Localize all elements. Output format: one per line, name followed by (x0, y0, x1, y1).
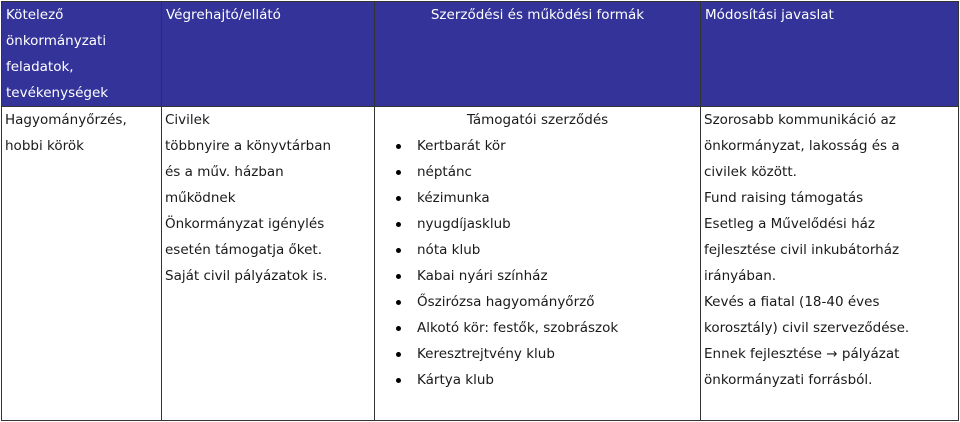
list-item: Kártya klub (375, 367, 700, 393)
list-item: Őszirózsa hagyományőrző (375, 289, 700, 315)
cell-feladat: Hagyományőrzés, hobbi körök (2, 107, 162, 421)
list-item: kézimunka (375, 185, 700, 211)
feladat-table (1, 1, 959, 421)
header-szerzodesi-formak: Szerződési és működési formák (375, 2, 701, 107)
table-row (2, 107, 959, 421)
list-item: Keresztrejtvény klub (375, 341, 700, 367)
cell-vegrehajto: Civilek többnyire a könyvtárban és a műv. házban működnek Önkormányzat igénylés esetén támogatja őket. Saját civil pályázatok is. (162, 107, 375, 421)
cell-szerzodesi-formak (375, 107, 701, 421)
cell-modositasi-javaslat: Szorosabb kommunikáció az önkormányzat, lakosság és a civilek között. Fund raising támogatás Esetleg a Művelődési ház fejlesztése civil inkubátorház irányában. Kevés a fiatal (18-40 éves korosztály) civil szerveződése. Ennek fejlesztése → pályázat önkormányzati forrásból. (701, 107, 959, 421)
header-row (2, 2, 959, 107)
list-item: nóta klub (375, 237, 700, 263)
szerzodes-title: Támogatói szerződés (466, 112, 609, 128)
list-item: nyugdíjasklub (375, 211, 700, 237)
header-modositasi-javaslat: Módosítási javaslat (701, 2, 959, 107)
list-item: Kabai nyári színház (375, 263, 700, 289)
club-list (375, 133, 700, 393)
header-vegrehajto: Végrehajtó/ellátó (162, 2, 375, 107)
header-kotelezo-feladatok: Kötelező önkormányzati feladatok, tevékenységek (2, 2, 162, 107)
arrow-line: Ennek fejlesztése → pályázat (704, 341, 955, 367)
list-item: Kertbarát kör (375, 133, 700, 159)
arrow-right-icon: → (826, 346, 838, 362)
list-item: néptánc (375, 159, 700, 185)
list-item: Alkotó kör: festők, szobrászok (375, 315, 700, 341)
